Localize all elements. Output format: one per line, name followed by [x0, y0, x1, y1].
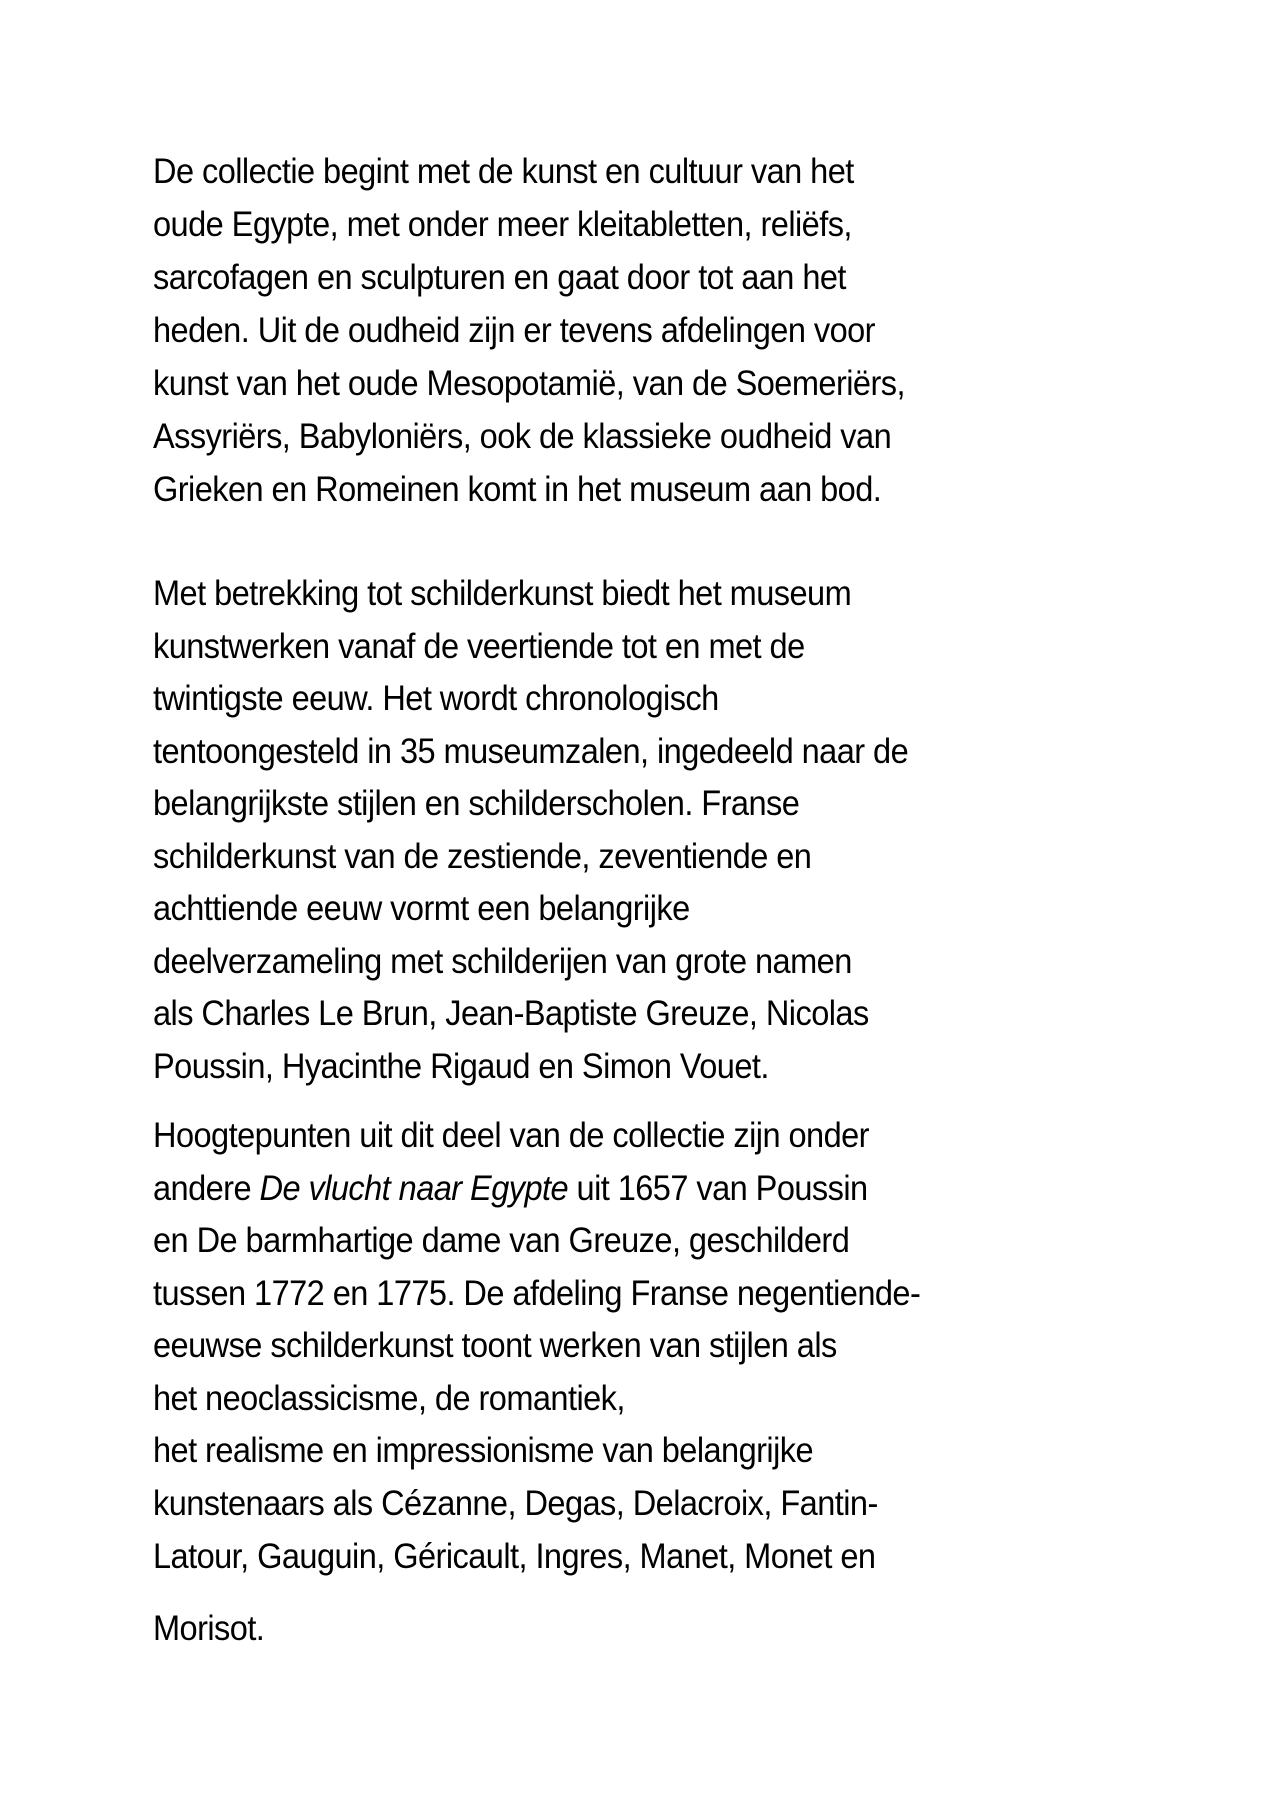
- text-line: kunstwerken vanaf de veertiende tot en met de: [153, 627, 805, 666]
- text-line: het realisme en impressionisme van belangrijke: [153, 1431, 814, 1470]
- artwork-title-italic: De vlucht naar Egypte: [259, 1169, 569, 1208]
- text-line: Assyriërs, Babyloniërs, ook de klassieke oudheid van: [153, 417, 892, 456]
- text-line: het neoclassicisme, de romantiek,: [153, 1379, 625, 1418]
- text-line: achttiende eeuw vormt een belangrijke: [153, 889, 690, 928]
- text-line: Latour, Gauguin, Géricault, Ingres, Manet, Monet en: [153, 1537, 876, 1576]
- text-line: twintigste eeuw. Het wordt chronologisch: [153, 679, 719, 718]
- text-span: uit 1657 van Poussin: [568, 1169, 868, 1208]
- text-line: tentoongesteld in 35 museumzalen, ingedeeld naar de: [153, 732, 909, 771]
- text-line: en De barmhartige dame van Greuze, geschilderd: [153, 1221, 850, 1260]
- text-line-with-italic-title: [153, 1167, 868, 1211]
- text-line: sarcofagen en sculpturen en gaat door tot aan het: [153, 258, 846, 297]
- text-line: De collectie begint met de kunst en cultuur van het: [153, 152, 854, 191]
- text-line: eeuwse schilderkunst toont werken van stijlen als: [153, 1326, 837, 1365]
- text-line: Poussin, Hyacinthe Rigaud en Simon Vouet.: [153, 1047, 769, 1086]
- text-line: Morisot.: [153, 1609, 265, 1648]
- text-line: deelverzameling met schilderijen van grote namen: [153, 942, 852, 981]
- text-line: belangrijkste stijlen en schilderscholen. Franse: [153, 784, 800, 823]
- text-line: kunst van het oude Mesopotamië, van de Soemeriërs,: [153, 364, 905, 403]
- text-line: heden. Uit de oudheid zijn er tevens afdelingen voor: [153, 311, 875, 350]
- text-line: kunstenaars als Cézanne, Degas, Delacroix, Fantin-: [153, 1484, 878, 1523]
- text-line: Hoogtepunten uit dit deel van de collectie zijn onder: [153, 1116, 869, 1155]
- text-span: andere: [153, 1169, 260, 1208]
- text-line: Met betrekking tot schilderkunst biedt het museum: [153, 574, 852, 613]
- text-line: oude Egypte, met onder meer kleitabletten, reliëfs,: [153, 205, 852, 244]
- text-line: Grieken en Romeinen komt in het museum aan bod.: [153, 470, 882, 509]
- text-line: als Charles Le Brun, Jean-Baptiste Greuze, Nicolas: [153, 994, 869, 1033]
- text-line: tussen 1772 en 1775. De afdeling Franse negentiende-: [153, 1274, 921, 1313]
- text-line: schilderkunst van de zestiende, zeventiende en: [153, 837, 812, 876]
